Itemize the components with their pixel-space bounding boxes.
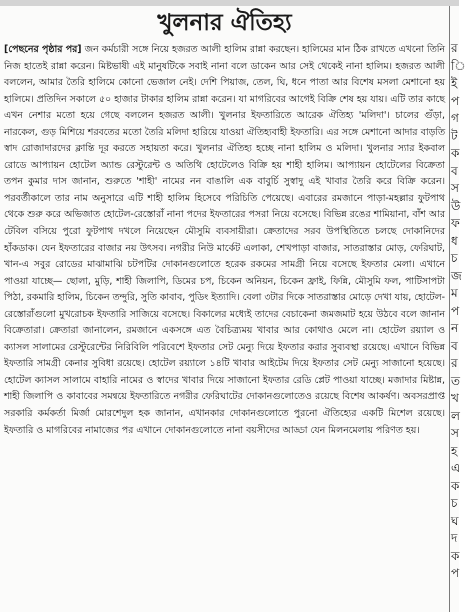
adjacent-column-fragment: র	[451, 41, 458, 55]
adjacent-column-fragment: চ	[451, 496, 458, 510]
article-body	[4, 42, 445, 608]
adjacent-column-fragment: ফ	[451, 216, 460, 230]
article-body-text: জন কর্মচারী সঙ্গে নিয়ে হজরত আলী হালিম রান্না করছেন। হালিমের মান ঠিক রাখতে এখনো তিনি নিজ হাতেই রান্না করেন। মিষ্টভাষী এই মানুষটিকে সবাই নানা বলে ডাকেন আর সেই থেকেই নানা হালিম। হজরত আলী বললেন, আমার তৈরি হালিমে কোনো ভেজাল নেই। দেশি পিয়াজ, তেল, ঘি, ধনে পাতা আর বিশেষ মসলা মেশানো হয় হালিমে। প্রতিদিন সকালে ৫০ হাজার টাকার হালিম রান্না করেন। যা মাগরিবের আগেই বিক্রি শেষ হয় যায়। এটি তার কাছে এখন নেশার মতো হয়ে গেছে বললেন হজরত আলী। খুলনার ইফতারিতে আরেক ঐতিহ্য 'মলিদা'। চালের গুঁড়া, নারকেল, গুড় মিশিয়ে শরবতের মতো তৈরি মলিদা হারিয়ে যাওয়া ঐতিহ্যবাহী ইফতারি। এর সঙ্গে মেশানো আদার বাড়তি স্বাদ রোজাদারদের ক্লান্তি দূর করতে সহায়তা করে। খুলনার ঐতিহ্য হচ্ছে নানা হালিম ও মলিদা। খুলনার স্যার ইকবাল রোডে আপ্যায়ন হোটেল অ্যান্ড রেস্টুরেন্ট ও অতিথি হোটেলেও বিক্রি হয় শাহী হালিম। আপ্যায়ন হোটেলের বিক্রেতা তপন কুমার দাস জানান, শুরুতে 'শাহী' নামের নন বাঙালি এক বাবুর্চি সুস্বাদু এই খাবার তৈরি করে বিক্রি করেন। পরবর্তীকালে তার নাম অনুসারে এটি শাহী হালিম হিসেবে পরিচিতি পেয়েছে। এবারের রমজানে পাড়া-মহল্লার ফুটপাথ থেকে শুরু করে অভিজাত হোটেল-রেস্তোরাঁ নানা পদের ইফতারের পসরা নিয়ে বসেছে। বিভিন্ন রঙের শামিয়ানা, বাঁশ আর টেবিল বসিয়ে পুরো ফুটপাথ দখলে নিয়েছেন মৌসুমি ব্যবসায়ীরা। ক্রেতাদের সরব উপস্থিতিতে চলছে দোকানিদের হাঁকডাক। যেন ইফতারের বাজার নয় উৎসব। নগরীর নিউ মার্কেট এলাকা, শেখপাড়া বাজার, সাতরাস্তার মোড়, ফেরিঘাট, খান-এ সবুর রোডের মাঝামাঝি চটপটির দোকানগুলোতে হরেক রকমের সামগ্রী নিয়ে বসেছে ইফতার মেলা। এখানে পাওয়া যাচ্ছে— ছোলা, মুড়ি, শাহী জিলাপি, ডিমের চপ, চিকেন অনিয়ন, চিকেন ফ্রাই, ফিন্নি, মৌসুমি ফল, পাটিসাপটা পিঠা, রকমারি হালিম, চিকেন তন্দুরি, সুতি কাবাব, পুডিং ইত্যাদি। বেলা ৩টার দিকে সাতরাস্তার মোড়ে দেখা যায়, হোটেল-রেস্তোরাঁগুলো মুখরোচক ইফতারি সাজিয়ে বসেছে। বিকালের মধ্যেই তাদের বেচাকেনা জমজমাট হয়ে উঠবে বলে জানান বিক্রেতারা। ক্রেতারা জানালেন, রমজানে একসঙ্গে এত বৈচিত্র্যময় খাবার আর কোথাও মেলে না। হোটেল রয়্যাল ও ক্যাসল সালামের রেস্টুরেন্টের নিরিবিলি পরিবেশে ইফতার সেট মেন্যু দিয়ে ইফতার করার সুব্যবস্থা রয়েছে। এখানে বিভিন্ন ইফতারি সামগ্রী কেনার সুবিধা রয়েছে। হোটেল রয়্যালে ১৪টি খাবার আইটেম দিয়ে ইফতার সেট মেন্যু সাজানো হয়েছে। হোটেল ক্যাসল সালামে বাহারি নামের ও স্বাদের খাবার দিয়ে সাজানো ইফতার রেডি প্লেট পাওয়া যাচ্ছে। মজাদার মিষ্টান্ন, শাহী জিলাপি ও কাবাবের সমন্বয়ে ইফতারিতে নগরীর ফেরিঘাটের দোকানগুলোতেও রয়েছে বিশেষ আকর্ষণ। অবসরপ্রাপ্ত সরকারি কর্মকর্তা মির্জা মোরশেদুল হক জানান, এখানকার দোকানগুলোতে পুরনো ঐতিহ্যের একটি মিশেল রয়েছে। ইফতারি ও মাগরিবের নামাজের পর এখানে দোকানগুলোতে নানা বয়সীদের আড্ডা যেন মিলনমেলায় পরিণত হয়।	[4, 44, 445, 436]
adjacent-column-fragment: ন	[451, 321, 459, 335]
adjacent-column-fragment: ি	[451, 58, 466, 73]
article-headline: খুলনার ঐতিহ্য	[157, 10, 292, 36]
column-divider	[449, 6, 450, 612]
adjacent-column-fragment: ত	[451, 373, 461, 388]
adjacent-column-fragment: ক	[451, 478, 460, 493]
adjacent-column-fragment: গ	[451, 111, 459, 125]
adjacent-column-fragment: র	[451, 356, 458, 370]
adjacent-column-fragment: ধ	[451, 233, 458, 248]
adjacent-column-fragment: ক	[451, 146, 460, 160]
adjacent-column-fragment: খ	[451, 391, 459, 405]
adjacent-column-fragment: জ	[451, 268, 462, 283]
adjacent-column-fragment: ক	[451, 548, 460, 563]
adjacent-column-fragment: প	[451, 303, 460, 318]
adjacent-column-fragment: ই	[451, 76, 458, 90]
adjacent-column-fragment: ল	[451, 408, 460, 423]
adjacent-column-fragment: দ	[451, 531, 458, 545]
adjacent-column-fragment: প	[451, 93, 460, 108]
adjacent-column-fragment: ঘ	[451, 513, 459, 528]
adjacent-column-fragment: উ	[451, 198, 461, 213]
adjacent-column-fragment: চ	[451, 251, 458, 265]
adjacent-column-fragment: ব	[451, 163, 458, 178]
adjacent-column-fragment: হ	[451, 443, 458, 458]
adjacent-column-fragment: ব	[451, 338, 458, 353]
adjacent-column-fragment: ম	[451, 286, 458, 300]
adjacent-column-fragments	[451, 40, 466, 612]
continuation-kicker: [পেছনের পৃষ্ঠার পর]	[4, 44, 82, 55]
adjacent-column-fragment: প	[451, 566, 460, 580]
adjacent-column-fragment: ট	[451, 128, 458, 143]
adjacent-column-fragment: এ	[451, 461, 461, 475]
adjacent-column-fragment: স	[451, 426, 459, 440]
adjacent-column-fragment: স	[451, 181, 459, 195]
